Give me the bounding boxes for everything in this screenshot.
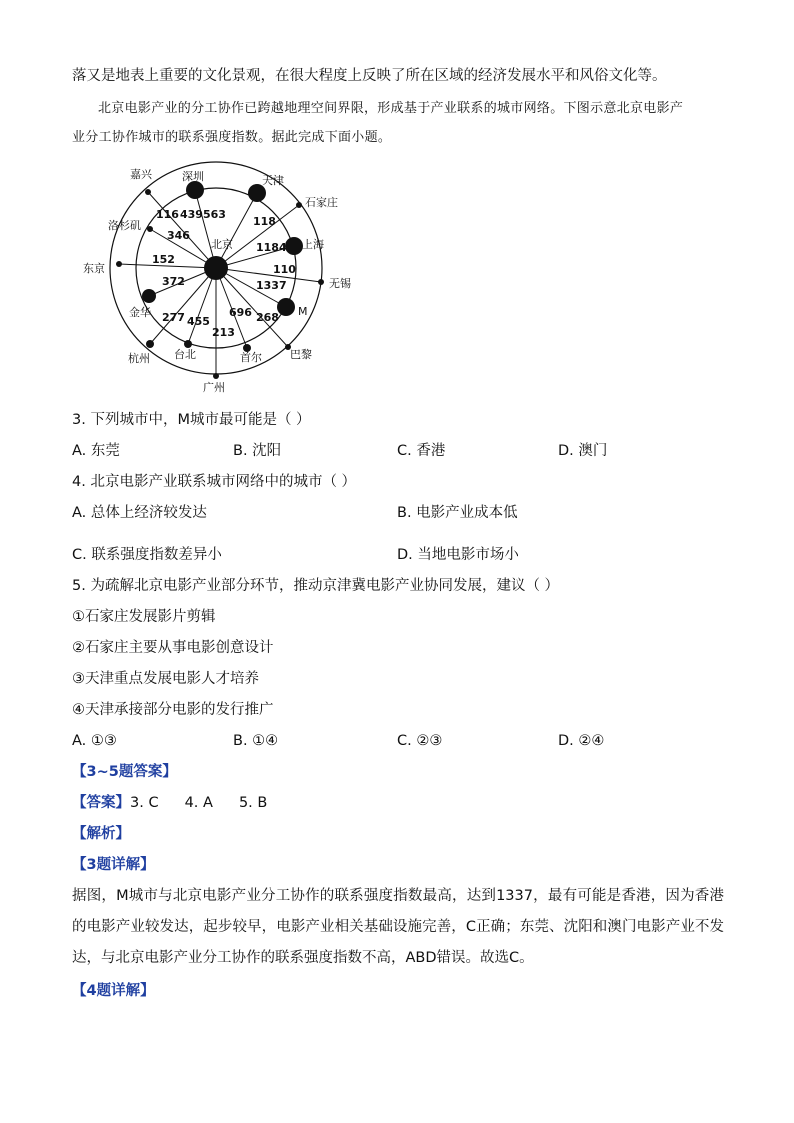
q5-item-3: ③天津重点发展电影人才培养 xyxy=(72,671,259,687)
city-node-0 xyxy=(145,189,151,195)
city-node-13 xyxy=(116,261,122,267)
link-value-9: 213 xyxy=(212,326,235,339)
link-value-13: 152 xyxy=(152,253,175,266)
material-line-2: 业分工协作城市的联系强度指数。据此完成下面小题。 xyxy=(72,130,392,145)
q5-option-c[interactable]: C. ②③ xyxy=(397,733,443,749)
material-line-1: 北京电影产业的分工协作已跨越地理空间界限，形成基于产业联系的城市网络。下图示意北京电影产 xyxy=(98,101,684,116)
q4-option-c[interactable]: C. 联系强度指数差异小 xyxy=(72,547,222,563)
link-value-3: 118 xyxy=(253,215,276,228)
answer-5: 5. B xyxy=(238,795,268,811)
city-label-13: 东京 xyxy=(83,262,105,275)
q5-option-b[interactable]: B. ①④ xyxy=(233,733,279,749)
link-value-1: 439 xyxy=(180,208,203,221)
intro-line: 落又是地表上重要的文化景观，在很大程度上反映了所在区域的经济发展水平和风俗文化等。 xyxy=(72,68,667,84)
city-node-5 xyxy=(318,279,324,285)
link-value-6: 1337 xyxy=(256,279,287,292)
city-node-9 xyxy=(213,373,219,379)
q4-option-d[interactable]: D. 当地电影市场小 xyxy=(397,547,519,563)
detail3-label: 【3题详解】 xyxy=(72,857,155,873)
link-value-11: 277 xyxy=(162,311,185,324)
city-label-3: 石家庄 xyxy=(305,196,338,209)
city-node-11 xyxy=(146,340,154,348)
q5-option-d[interactable]: D. ②④ xyxy=(558,733,605,749)
network-diagram xyxy=(70,158,370,398)
q3-option-d[interactable]: D. 澳门 xyxy=(558,443,608,459)
link-value-12: 372 xyxy=(162,275,185,288)
link-2 xyxy=(216,193,257,268)
city-label-0: 嘉兴 xyxy=(130,168,152,181)
answer-row xyxy=(72,793,267,813)
link-value-14: 346 xyxy=(167,229,190,242)
q3-option-a[interactable]: A. 东莞 xyxy=(72,443,120,459)
q4-option-a[interactable]: A. 总体上经济较发达 xyxy=(72,505,207,521)
detail4-label: 【4题详解】 xyxy=(72,983,155,999)
q5-item-1: ①石家庄发展影片剪辑 xyxy=(72,609,216,625)
center-label: 北京 xyxy=(211,238,233,251)
city-node-12 xyxy=(142,289,156,303)
center-node xyxy=(204,256,228,280)
city-label-12: 金华 xyxy=(129,306,151,319)
link-value-10: 455 xyxy=(187,315,210,328)
city-node-4 xyxy=(285,237,303,255)
city-label-5: 无锡 xyxy=(329,277,351,290)
city-label-8: 首尔 xyxy=(240,351,262,364)
city-node-1 xyxy=(186,181,204,199)
city-label-11: 杭州 xyxy=(128,352,150,365)
q5-option-a[interactable]: A. ①③ xyxy=(72,733,117,749)
city-node-6 xyxy=(277,298,295,316)
link-value-7: 268 xyxy=(256,311,279,324)
answer-label: 【答案】 xyxy=(72,795,130,811)
city-label-4: 上海 xyxy=(302,238,324,251)
q3-option-c[interactable]: C. 香港 xyxy=(397,443,446,459)
q4-option-b[interactable]: B. 电影产业成本低 xyxy=(397,505,518,521)
q5-stem: 5. 为疏解北京电影产业部分环节，推动京津冀电影产业协同发展，建议（ ） xyxy=(72,578,560,594)
city-label-1: 深圳 xyxy=(182,170,204,183)
link-value-8: 696 xyxy=(229,306,252,319)
link-value-4: 1184 xyxy=(256,241,287,254)
q5-item-4: ④天津承接部分电影的发行推广 xyxy=(72,702,274,718)
city-label-14: 洛杉矶 xyxy=(108,219,141,232)
analysis-label: 【解析】 xyxy=(72,826,130,842)
answer-header: 【3~5题答案】 xyxy=(72,764,177,780)
q3-option-b[interactable]: B. 沈阳 xyxy=(233,443,282,459)
city-label-2: 天津 xyxy=(262,174,284,187)
city-label-10: 台北 xyxy=(174,348,196,361)
link-value-5: 110 xyxy=(273,263,296,276)
city-label-6: M xyxy=(298,305,308,318)
q5-item-2: ②石家庄主要从事电影创意设计 xyxy=(72,640,274,656)
city-node-10 xyxy=(184,340,192,348)
detail3-text: 据图，M城市与北京电影产业分工协作的联系强度指数最高，达到1337，最有可能是香港，因为香港的电影产业较发达，起步较早，电影产业相关基础设施完善，C正确；东莞、沈阳和澳门电影产业不发达，与北京电影产业分工协作的联系强度指数不高，ABD错误。故选C。 xyxy=(72,888,724,966)
city-node-3 xyxy=(296,202,302,208)
q3-stem: 3. 下列城市中，M城市最可能是（ ） xyxy=(72,412,311,428)
q4-stem: 4. 北京电影产业联系城市网络中的城市（ ） xyxy=(72,474,357,490)
link-value-0: 116 xyxy=(156,208,179,221)
city-label-9: 广州 xyxy=(203,381,225,394)
city-label-7: 巴黎 xyxy=(290,348,312,361)
link-value-2: 563 xyxy=(203,208,226,221)
city-node-14 xyxy=(147,226,153,232)
answer-4: 4. A xyxy=(184,795,213,811)
answer-3: 3. C xyxy=(130,795,159,811)
